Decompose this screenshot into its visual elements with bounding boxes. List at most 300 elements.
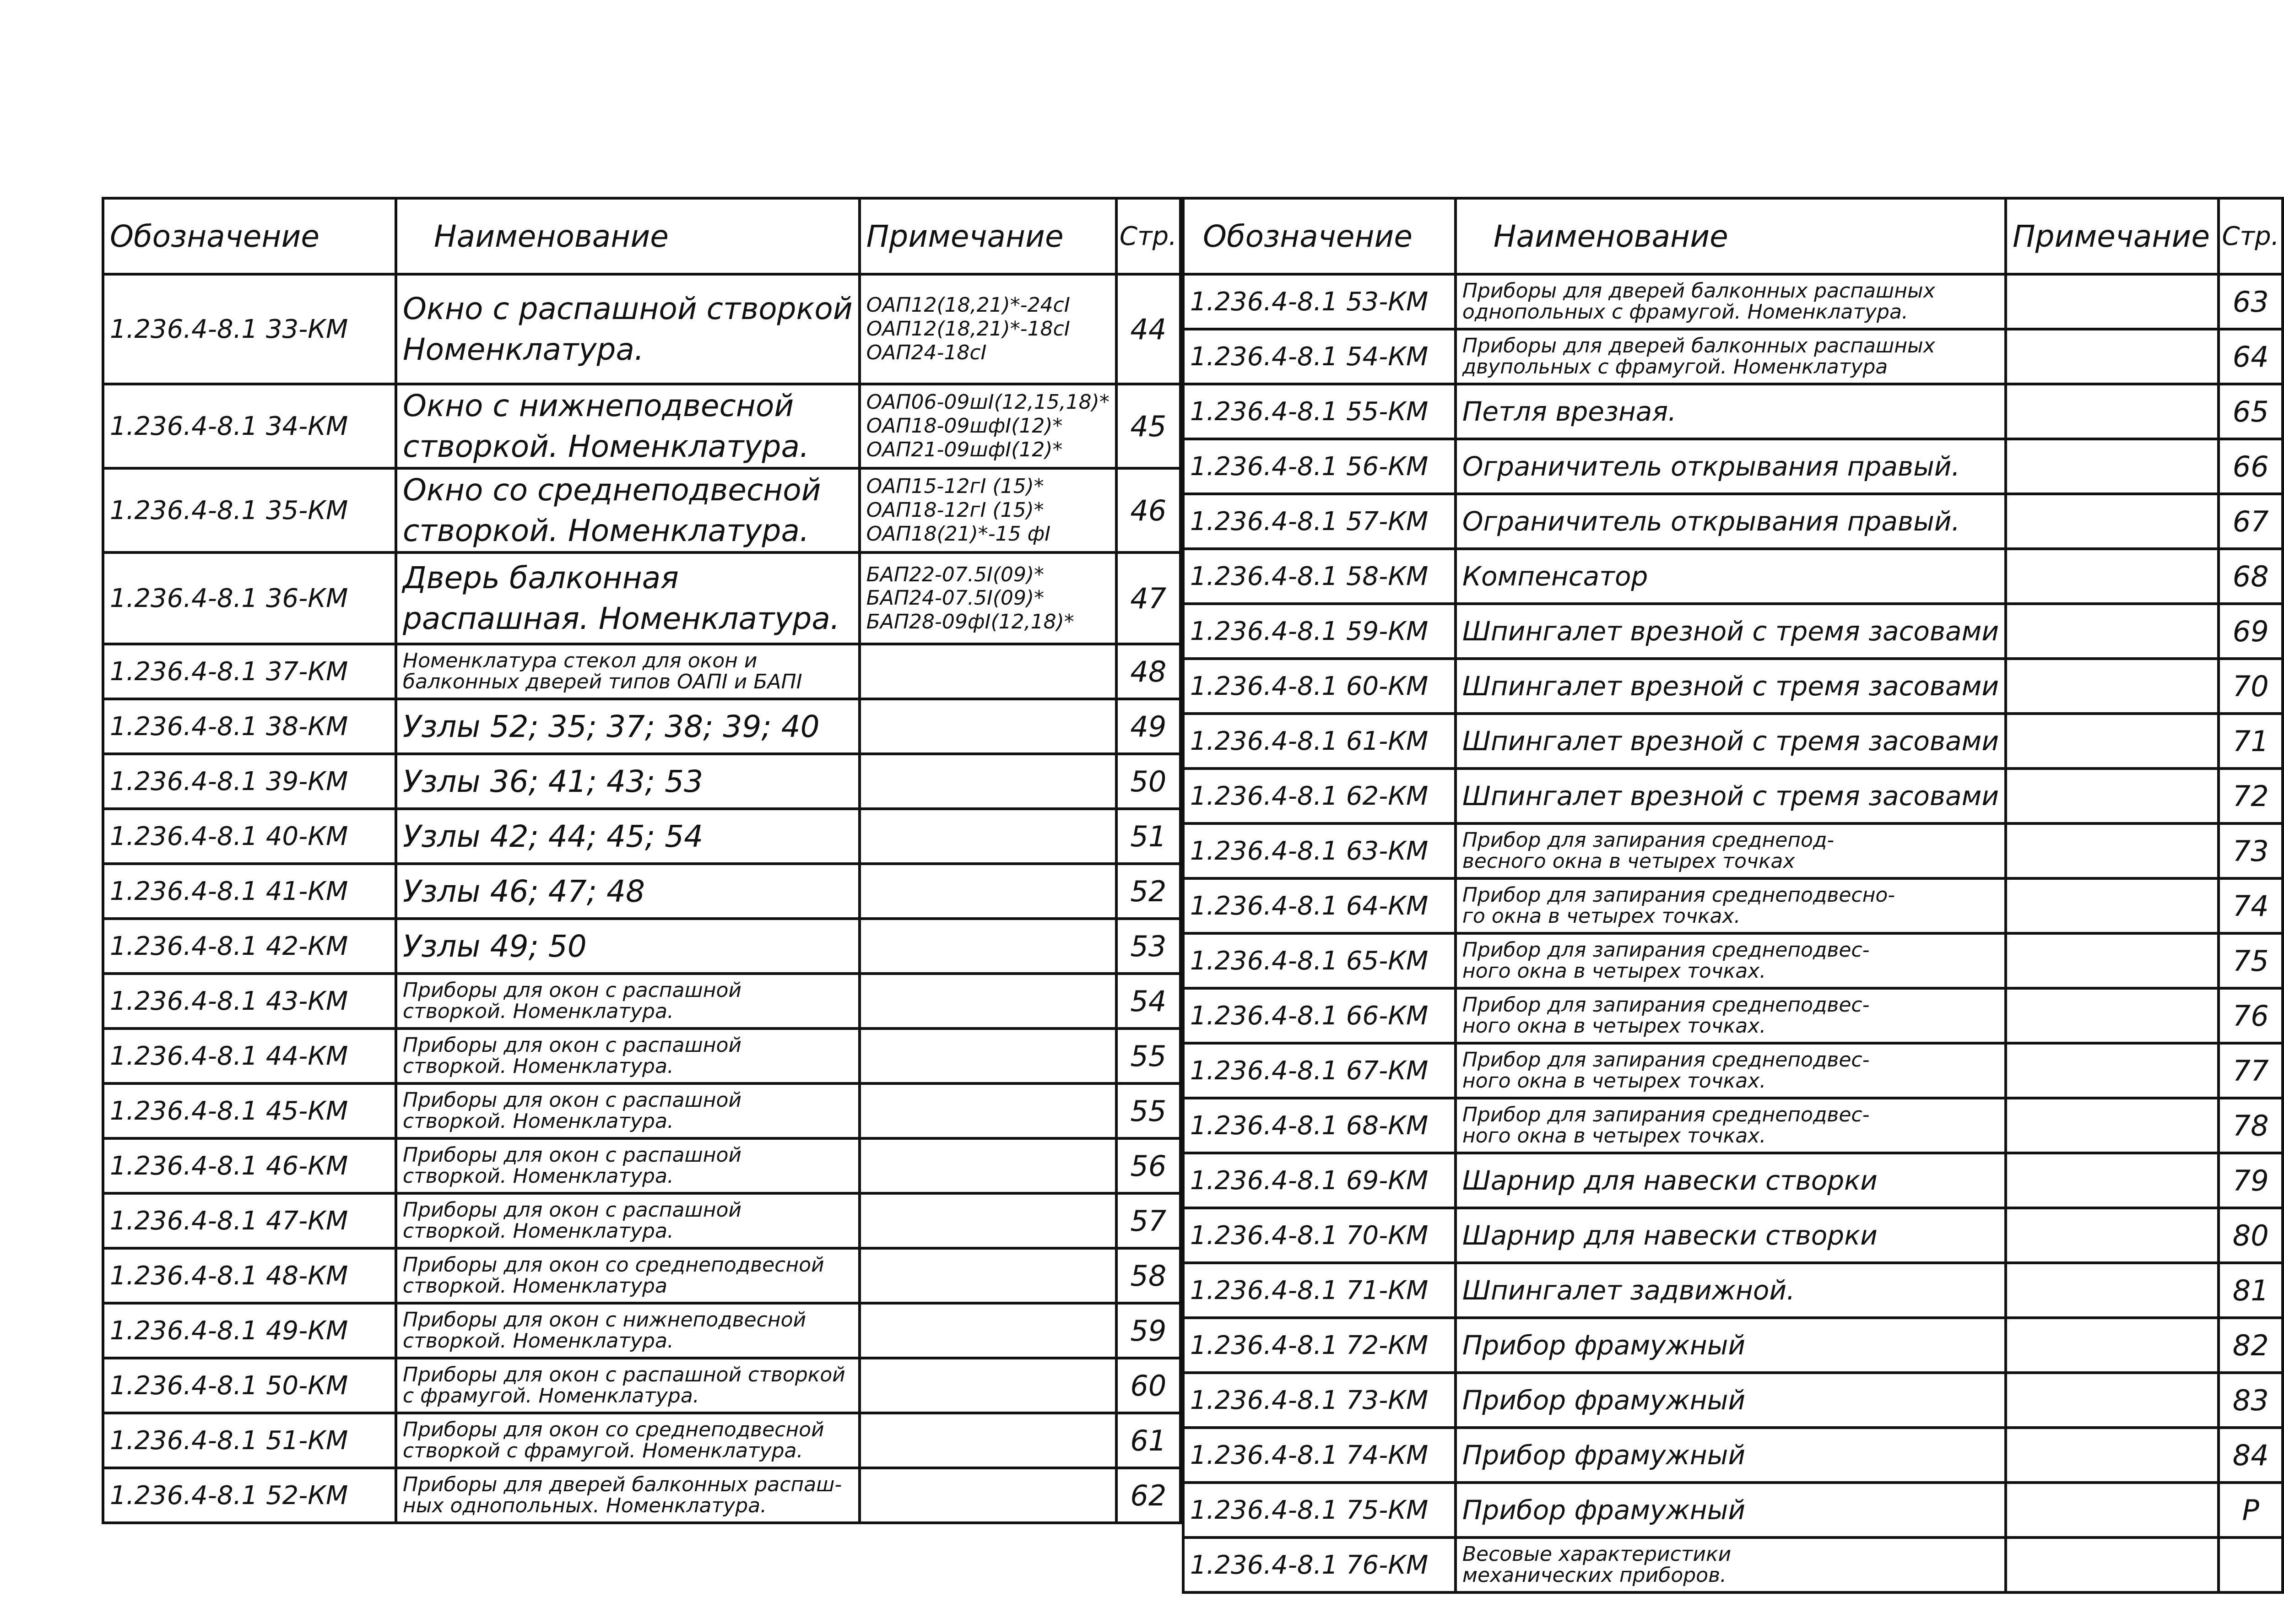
page-number-cell: 60 xyxy=(1116,1358,1180,1413)
table-row xyxy=(103,1358,1180,1413)
designation-cell: 1.236.4-8.1 40-КМ xyxy=(103,809,396,864)
note-cell xyxy=(2006,1318,2219,1373)
name-cell-line: Шпингалет задвижной. xyxy=(1462,1275,1795,1306)
page-number-cell: 49 xyxy=(1116,699,1180,754)
designation-cell: 1.236.4-8.1 60-КМ xyxy=(1183,659,1456,714)
name-cell xyxy=(1456,439,2006,494)
table-row xyxy=(1183,714,2283,769)
page-number-cell: 71 xyxy=(2219,714,2283,769)
name-cell xyxy=(1456,1208,2006,1263)
note-cell xyxy=(2006,494,2219,549)
note-cell xyxy=(860,274,1116,384)
name-cell xyxy=(396,1303,860,1358)
designation-cell: 1.236.4-8.1 74-КМ xyxy=(1183,1428,1456,1483)
name-cell-line: распашная. Номенклатура. xyxy=(403,601,840,637)
right-header-row xyxy=(1183,198,2283,274)
note-cell xyxy=(860,1138,1116,1193)
name-cell-line: Прибор для запирания среднеподвес- xyxy=(1462,1103,1870,1126)
designation-cell: 1.236.4-8.1 76-КМ xyxy=(1183,1537,1456,1592)
note-cell xyxy=(860,1413,1116,1468)
table-row xyxy=(103,552,1180,644)
table-row xyxy=(1183,1043,2283,1098)
table-row xyxy=(103,974,1180,1029)
name-cell xyxy=(396,274,860,384)
designation-cell: 1.236.4-8.1 52-КМ xyxy=(103,1468,396,1523)
note-cell xyxy=(860,754,1116,809)
designation-cell: 1.236.4-8.1 38-КМ xyxy=(103,699,396,754)
page-number-cell: 50 xyxy=(1116,754,1180,809)
note-cell-line: ОАП18-09шфI(12)* xyxy=(866,414,1063,438)
table-row xyxy=(103,274,1180,384)
page-number-cell: 44 xyxy=(1116,274,1180,384)
page-number-cell: 64 xyxy=(2219,329,2283,384)
note-cell xyxy=(860,1029,1116,1083)
designation-cell: 1.236.4-8.1 64-КМ xyxy=(1183,878,1456,933)
name-cell-line: Узлы 42; 44; 45; 54 xyxy=(403,818,704,854)
header-designation: Обозначение xyxy=(103,198,396,274)
page-number-cell: 74 xyxy=(2219,878,2283,933)
designation-cell: 1.236.4-8.1 70-КМ xyxy=(1183,1208,1456,1263)
name-cell-line: створкой. Номенклатура. xyxy=(403,1000,674,1023)
page-number-cell: 53 xyxy=(1116,919,1180,974)
name-cell xyxy=(396,1193,860,1248)
page-number-cell: 77 xyxy=(2219,1043,2283,1098)
name-cell-line: Весовые характеристики xyxy=(1462,1542,1732,1566)
table-row xyxy=(1183,384,2283,439)
name-cell-line: Узлы 36; 41; 43; 53 xyxy=(403,763,704,799)
page-number-cell: 48 xyxy=(1116,644,1180,699)
table-row xyxy=(1183,549,2283,604)
name-cell xyxy=(396,1138,860,1193)
name-cell xyxy=(1456,604,2006,659)
name-cell-line: Прибор для запирания среднепод- xyxy=(1462,828,1835,852)
name-cell xyxy=(1456,1373,2006,1428)
header-note: Примечание xyxy=(860,198,1116,274)
designation-cell: 1.236.4-8.1 43-КМ xyxy=(103,974,396,1029)
note-cell xyxy=(860,809,1116,864)
table-row xyxy=(1183,1263,2283,1318)
name-cell xyxy=(1456,1098,2006,1153)
name-cell-line: Шарнир для навески створки xyxy=(1462,1220,1878,1251)
table-row xyxy=(1183,1318,2283,1373)
designation-cell: 1.236.4-8.1 75-КМ xyxy=(1183,1483,1456,1537)
name-cell xyxy=(1456,384,2006,439)
left-contents-table xyxy=(102,197,1182,1524)
note-cell-line: БАП28-09фI(12,18)* xyxy=(866,610,1074,634)
name-cell-line: Ограничитель открывания правый. xyxy=(1462,506,1960,537)
note-cell xyxy=(2006,1043,2219,1098)
note-cell xyxy=(2006,1263,2219,1318)
name-cell-line: Приборы для окон с распашной xyxy=(403,1198,742,1222)
name-cell xyxy=(1456,1318,2006,1373)
name-cell-line: Приборы для окон со среднеподвесной xyxy=(403,1253,824,1277)
page-number-cell: 67 xyxy=(2219,494,2283,549)
name-cell xyxy=(1456,823,2006,878)
note-cell xyxy=(2006,823,2219,878)
designation-cell: 1.236.4-8.1 67-КМ xyxy=(1183,1043,1456,1098)
note-cell xyxy=(2006,384,2219,439)
page-number-cell: 56 xyxy=(1116,1138,1180,1193)
note-cell-line: БАП22-07.5I(09)* xyxy=(866,563,1045,586)
designation-cell: 1.236.4-8.1 54-КМ xyxy=(1183,329,1456,384)
table-row xyxy=(103,644,1180,699)
table-row xyxy=(1183,1098,2283,1153)
note-cell xyxy=(860,552,1116,644)
name-cell-line: Прибор для запирания среднеподвесно- xyxy=(1462,883,1895,907)
designation-cell: 1.236.4-8.1 50-КМ xyxy=(103,1358,396,1413)
name-cell xyxy=(1456,659,2006,714)
note-cell xyxy=(2006,1373,2219,1428)
name-cell-line: Приборы для окон с распашной xyxy=(403,1034,742,1057)
note-cell xyxy=(2006,1098,2219,1153)
note-cell xyxy=(2006,1483,2219,1537)
page-number-cell xyxy=(2219,1537,2283,1592)
note-cell xyxy=(860,468,1116,552)
header-name: Наименование xyxy=(396,198,860,274)
page-number-cell: 70 xyxy=(2219,659,2283,714)
name-cell-line: Прибор фрамужный xyxy=(1462,1494,1746,1526)
header-name: Наименование xyxy=(1456,198,2006,274)
note-cell-line: ОАП21-09шфI(12)* xyxy=(866,438,1063,462)
designation-cell: 1.236.4-8.1 41-КМ xyxy=(103,864,396,919)
name-cell-line: створкой. Номенклатура. xyxy=(403,1164,674,1188)
page-number-cell: 82 xyxy=(2219,1318,2283,1373)
note-cell xyxy=(2006,933,2219,988)
name-cell xyxy=(1456,549,2006,604)
name-cell-line: Окно со среднеподвесной xyxy=(403,472,821,508)
note-cell xyxy=(860,974,1116,1029)
name-cell-line: Номенклатура стекол для окон и xyxy=(403,649,758,673)
page-number-cell: 75 xyxy=(2219,933,2283,988)
name-cell-line: Узлы 52; 35; 37; 38; 39; 40 xyxy=(403,709,820,744)
designation-cell: 1.236.4-8.1 73-КМ xyxy=(1183,1373,1456,1428)
name-cell-line: Приборы для окон с распашной створкой xyxy=(403,1363,845,1387)
name-cell xyxy=(1456,1537,2006,1592)
note-cell xyxy=(2006,988,2219,1043)
name-cell-line: Приборы для окон с нижнеподвесной xyxy=(403,1308,806,1332)
note-cell xyxy=(860,1358,1116,1413)
name-cell xyxy=(1456,329,2006,384)
note-cell-line: ОАП18(21)*-15 фI xyxy=(866,522,1051,546)
note-cell xyxy=(2006,1208,2219,1263)
name-cell-line: Прибор для запирания среднеподвес- xyxy=(1462,993,1870,1017)
table-row xyxy=(103,864,1180,919)
designation-cell: 1.236.4-8.1 72-КМ xyxy=(1183,1318,1456,1373)
name-cell xyxy=(396,644,860,699)
designation-cell: 1.236.4-8.1 42-КМ xyxy=(103,919,396,974)
page-number-cell: 65 xyxy=(2219,384,2283,439)
note-cell-line: ОАП15-12гI (15)* xyxy=(866,475,1044,498)
note-cell-line: ОАП18-12гI (15)* xyxy=(866,498,1044,522)
page-number-cell: 61 xyxy=(1116,1413,1180,1468)
name-cell-line: Приборы для окон с распашной xyxy=(403,1143,742,1167)
note-cell xyxy=(2006,769,2219,823)
designation-cell: 1.236.4-8.1 44-КМ xyxy=(103,1029,396,1083)
name-cell xyxy=(396,1248,860,1303)
name-cell-line: Шпингалет врезной с тремя засовами xyxy=(1462,616,1999,647)
table-row xyxy=(1183,439,2283,494)
table-row xyxy=(103,1138,1180,1193)
page-number-cell: 63 xyxy=(2219,274,2283,329)
note-cell xyxy=(2006,1153,2219,1208)
header-designation: Обозначение xyxy=(1183,198,1456,274)
name-cell-line: механических приборов. xyxy=(1462,1564,1727,1587)
designation-cell: 1.236.4-8.1 45-КМ xyxy=(103,1083,396,1138)
name-cell-line: ного окна в четырех точках. xyxy=(1462,1069,1766,1093)
name-cell-line: Приборы для окон с распашной xyxy=(403,979,742,1002)
table-row xyxy=(1183,1483,2283,1537)
table-row xyxy=(103,809,1180,864)
note-cell xyxy=(2006,1428,2219,1483)
table-row xyxy=(1183,933,2283,988)
table-row xyxy=(1183,659,2283,714)
note-cell xyxy=(2006,274,2219,329)
name-cell-line: Номенклатура. xyxy=(403,332,644,367)
page-number-cell: 57 xyxy=(1116,1193,1180,1248)
designation-cell: 1.236.4-8.1 65-КМ xyxy=(1183,933,1456,988)
name-cell xyxy=(1456,1153,2006,1208)
table-row xyxy=(1183,1153,2283,1208)
name-cell xyxy=(396,809,860,864)
name-cell-line: створкой. Номенклатура. xyxy=(403,429,809,465)
designation-cell: 1.236.4-8.1 66-КМ xyxy=(1183,988,1456,1043)
name-cell-line: Прибор фрамужный xyxy=(1462,1330,1746,1361)
table-row xyxy=(1183,878,2283,933)
name-cell-line: Компенсатор xyxy=(1462,561,1648,592)
name-cell-line: Прибор фрамужный xyxy=(1462,1385,1746,1416)
page-number-cell: 59 xyxy=(1116,1303,1180,1358)
table-row xyxy=(1183,329,2283,384)
page-number-cell: 81 xyxy=(2219,1263,2283,1318)
name-cell xyxy=(396,468,860,552)
name-cell-line: ного окна в четырех точках. xyxy=(1462,1014,1766,1038)
page-number-cell: 80 xyxy=(2219,1208,2283,1263)
page-number-cell: 84 xyxy=(2219,1428,2283,1483)
name-cell xyxy=(1456,988,2006,1043)
name-cell-line: Приборы для окон со среднеподвесной xyxy=(403,1418,824,1442)
name-cell-line: створкой с фрамугой. Номенклатура. xyxy=(403,1439,803,1463)
page-number-cell: 79 xyxy=(2219,1153,2283,1208)
page-number-cell: Р xyxy=(2219,1483,2283,1537)
name-cell xyxy=(396,1413,860,1468)
designation-cell: 1.236.4-8.1 49-КМ xyxy=(103,1303,396,1358)
name-cell-line: ных однопольных. Номенклатура. xyxy=(403,1494,767,1518)
name-cell-line: Прибор фрамужный xyxy=(1462,1440,1746,1471)
name-cell xyxy=(396,754,860,809)
note-cell xyxy=(860,864,1116,919)
note-cell xyxy=(2006,1537,2219,1592)
name-cell-line: Окно с нижнеподвесной xyxy=(403,388,794,423)
note-cell xyxy=(860,1083,1116,1138)
name-cell-line: балконных дверей типов ОАПI и БАПI xyxy=(403,670,802,694)
name-cell-line: створкой. Номенклатура. xyxy=(403,1110,674,1133)
name-cell-line: створкой. Номенклатура. xyxy=(403,1055,674,1078)
name-cell-line: створкой. Номенклатура. xyxy=(403,513,809,549)
name-cell-line: створкой. Номенклатура xyxy=(403,1274,667,1298)
name-cell xyxy=(1456,714,2006,769)
page-number-cell: 55 xyxy=(1116,1083,1180,1138)
table-row xyxy=(1183,604,2283,659)
name-cell-line: Узлы 46; 47; 48 xyxy=(403,873,645,909)
designation-cell: 1.236.4-8.1 59-КМ xyxy=(1183,604,1456,659)
table-row xyxy=(103,1413,1180,1468)
designation-cell: 1.236.4-8.1 62-КМ xyxy=(1183,769,1456,823)
name-cell-line: го окна в четырех точках. xyxy=(1462,904,1741,928)
note-cell-line: ОАП12(18,21)*-18сI xyxy=(866,317,1070,341)
designation-cell: 1.236.4-8.1 57-КМ xyxy=(1183,494,1456,549)
table-row xyxy=(103,1303,1180,1358)
table-row xyxy=(103,384,1180,468)
table-row xyxy=(103,919,1180,974)
name-cell-line: створкой. Номенклатура. xyxy=(403,1219,674,1243)
name-cell-line: с фрамугой. Номенклатура. xyxy=(403,1384,699,1408)
designation-cell: 1.236.4-8.1 36-КМ xyxy=(103,552,396,644)
designation-cell: 1.236.4-8.1 35-КМ xyxy=(103,468,396,552)
page-number-cell: 55 xyxy=(1116,1029,1180,1083)
designation-cell: 1.236.4-8.1 46-КМ xyxy=(103,1138,396,1193)
page-number-cell: 62 xyxy=(1116,1468,1180,1523)
name-cell-line: Шпингалет врезной с тремя засовами xyxy=(1462,725,1999,757)
name-cell xyxy=(396,699,860,754)
name-cell-line: Узлы 49; 50 xyxy=(403,928,587,964)
table-row xyxy=(103,699,1180,754)
name-cell xyxy=(396,1029,860,1083)
page-number-cell: 58 xyxy=(1116,1248,1180,1303)
designation-cell: 1.236.4-8.1 39-КМ xyxy=(103,754,396,809)
name-cell xyxy=(396,919,860,974)
note-cell xyxy=(860,644,1116,699)
page-number-cell: 51 xyxy=(1116,809,1180,864)
table-row xyxy=(103,1193,1180,1248)
table-row xyxy=(1183,1208,2283,1263)
name-cell xyxy=(1456,878,2006,933)
name-cell xyxy=(1456,1428,2006,1483)
note-cell xyxy=(2006,604,2219,659)
page-number-cell: 73 xyxy=(2219,823,2283,878)
note-cell-line: ОАП24-18сI xyxy=(866,341,987,364)
name-cell-line: однопольных с фрамугой. Номенклатура. xyxy=(1462,300,1908,324)
table-row xyxy=(1183,1373,2283,1428)
name-cell xyxy=(1456,274,2006,329)
header-page: Стр. xyxy=(1116,198,1180,274)
header-page: Стр. xyxy=(2219,198,2283,274)
designation-cell: 1.236.4-8.1 34-КМ xyxy=(103,384,396,468)
page-number-cell: 69 xyxy=(2219,604,2283,659)
page-number-cell: 47 xyxy=(1116,552,1180,644)
note-cell-line: ОАП06-09шI(12,15,18)* xyxy=(866,390,1110,414)
name-cell-line: Шпингалет врезной с тремя засовами xyxy=(1462,671,1999,702)
name-cell-line: Приборы для дверей балконных распашных xyxy=(1462,279,1935,303)
name-cell-line: Прибор для запирания среднеподвес- xyxy=(1462,1048,1870,1072)
name-cell xyxy=(1456,1263,2006,1318)
table-row xyxy=(103,754,1180,809)
designation-cell: 1.236.4-8.1 48-КМ xyxy=(103,1248,396,1303)
name-cell-line: ного окна в четырех точках. xyxy=(1462,959,1766,983)
name-cell xyxy=(396,1358,860,1413)
designation-cell: 1.236.4-8.1 47-КМ xyxy=(103,1193,396,1248)
name-cell-line: Прибор для запирания среднеподвес- xyxy=(1462,938,1870,962)
table-row xyxy=(103,1083,1180,1138)
name-cell xyxy=(396,864,860,919)
page-number-cell: 78 xyxy=(2219,1098,2283,1153)
header-note: Примечание xyxy=(2006,198,2219,274)
designation-cell: 1.236.4-8.1 68-КМ xyxy=(1183,1098,1456,1153)
name-cell xyxy=(396,384,860,468)
name-cell-line: Приборы для окон с распашной xyxy=(403,1088,742,1112)
table-row xyxy=(1183,1537,2283,1592)
designation-cell: 1.236.4-8.1 51-КМ xyxy=(103,1413,396,1468)
note-cell-line: ОАП12(18,21)*-24сI xyxy=(866,293,1070,317)
table-row xyxy=(103,468,1180,552)
table-row xyxy=(103,1248,1180,1303)
designation-cell: 1.236.4-8.1 63-КМ xyxy=(1183,823,1456,878)
designation-cell: 1.236.4-8.1 55-КМ xyxy=(1183,384,1456,439)
name-cell-line: двупольных с фрамугой. Номенклатура xyxy=(1462,355,1888,379)
note-cell xyxy=(2006,878,2219,933)
name-cell-line: Приборы для дверей балконных распаш- xyxy=(403,1473,842,1497)
name-cell xyxy=(396,552,860,644)
page-number-cell: 76 xyxy=(2219,988,2283,1043)
note-cell xyxy=(860,384,1116,468)
note-cell xyxy=(2006,714,2219,769)
name-cell-line: Шпингалет врезной с тремя засовами xyxy=(1462,780,1999,812)
page-number-cell: 46 xyxy=(1116,468,1180,552)
note-cell xyxy=(2006,329,2219,384)
left-table-body xyxy=(103,274,1180,1523)
note-cell-line: БАП24-07.5I(09)* xyxy=(866,586,1045,610)
designation-cell: 1.236.4-8.1 33-КМ xyxy=(103,274,396,384)
table-row xyxy=(103,1029,1180,1083)
note-cell xyxy=(860,1248,1116,1303)
table-row xyxy=(1183,823,2283,878)
table-row xyxy=(1183,274,2283,329)
name-cell xyxy=(396,1083,860,1138)
page-number-cell: 83 xyxy=(2219,1373,2283,1428)
table-row xyxy=(1183,988,2283,1043)
name-cell-line: Окно с распашной створкой xyxy=(403,291,853,326)
name-cell xyxy=(1456,1483,2006,1537)
name-cell xyxy=(1456,933,2006,988)
name-cell xyxy=(396,1468,860,1523)
note-cell xyxy=(2006,439,2219,494)
note-cell xyxy=(860,1193,1116,1248)
designation-cell: 1.236.4-8.1 69-КМ xyxy=(1183,1153,1456,1208)
page-number-cell: 68 xyxy=(2219,549,2283,604)
right-contents-table xyxy=(1182,197,2284,1594)
page-number-cell: 66 xyxy=(2219,439,2283,494)
note-cell xyxy=(860,699,1116,754)
table-row xyxy=(103,1468,1180,1523)
designation-cell: 1.236.4-8.1 56-КМ xyxy=(1183,439,1456,494)
table-row xyxy=(1183,769,2283,823)
left-header-row xyxy=(103,198,1180,274)
name-cell xyxy=(1456,1043,2006,1098)
name-cell-line: Дверь балконная xyxy=(403,560,679,596)
right-table-body xyxy=(1183,274,2283,1592)
name-cell-line: весного окна в четырех точках xyxy=(1462,850,1795,873)
designation-cell: 1.236.4-8.1 53-КМ xyxy=(1183,274,1456,329)
name-cell xyxy=(396,974,860,1029)
designation-cell: 1.236.4-8.1 58-КМ xyxy=(1183,549,1456,604)
name-cell-line: Приборы для дверей балконных распашных xyxy=(1462,334,1935,357)
name-cell-line: Петля врезная. xyxy=(1462,396,1677,427)
page-number-cell: 45 xyxy=(1116,384,1180,468)
designation-cell: 1.236.4-8.1 71-КМ xyxy=(1183,1263,1456,1318)
note-cell xyxy=(2006,659,2219,714)
name-cell xyxy=(1456,494,2006,549)
note-cell xyxy=(860,1468,1116,1523)
name-cell-line: ного окна в четырех точках. xyxy=(1462,1124,1766,1148)
